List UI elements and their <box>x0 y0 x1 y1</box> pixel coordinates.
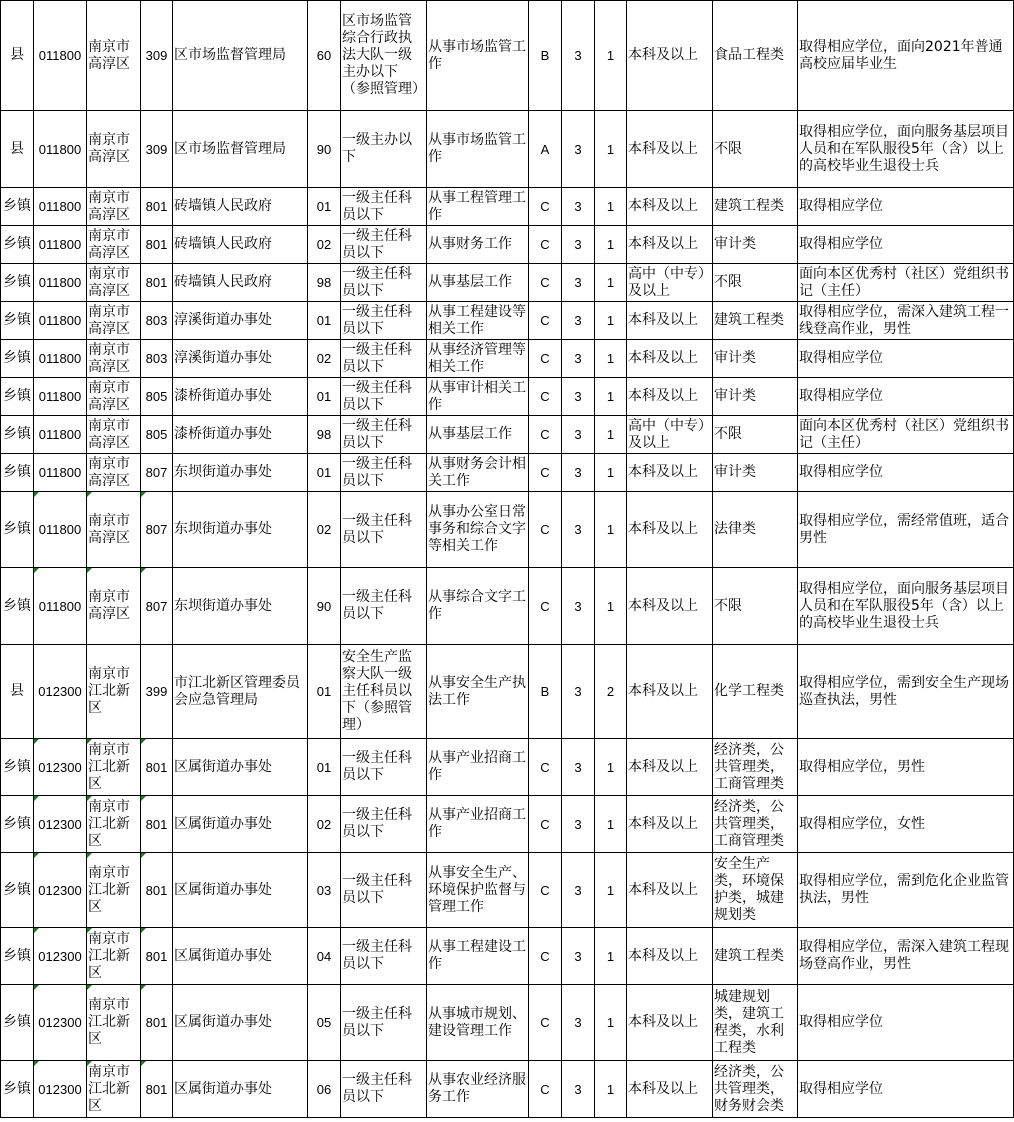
district-cell: 南京市高淳区 <box>87 378 141 416</box>
education-cell: 本科及以上 <box>627 340 713 378</box>
level-cell: 县 <box>1 1 34 111</box>
ratio-cell: 3 <box>562 985 595 1061</box>
duty-cell: 从事工程建设等相关工作 <box>427 302 529 340</box>
unit-code-cell: 805 <box>141 416 173 454</box>
level-cell: 乡镇 <box>1 796 34 853</box>
level-cell: 乡镇 <box>1 853 34 928</box>
district-cell: 南京市高淳区 <box>87 454 141 492</box>
duty-cell: 从事安全生产、环境保护监督与管理工作 <box>427 853 529 928</box>
ratio-cell: 3 <box>562 378 595 416</box>
exam-category-cell: C <box>529 264 562 302</box>
position-code-cell: 01 <box>308 302 341 340</box>
duty-cell: 从事安全生产执法工作 <box>427 645 529 739</box>
exam-category-cell: C <box>529 340 562 378</box>
ratio-cell: 3 <box>562 1 595 111</box>
duty-cell: 从事市场监管工作 <box>427 1 529 111</box>
headcount-cell: 1 <box>595 302 627 340</box>
position-code-cell: 98 <box>308 416 341 454</box>
education-cell: 本科及以上 <box>627 454 713 492</box>
remark-cell: 取得相应学位，需经常值班，适合男性 <box>798 492 1014 568</box>
level-cell: 乡镇 <box>1 985 34 1061</box>
major-cell: 城建规划类，建筑工程类，水利工程类 <box>713 985 798 1061</box>
remark-cell: 面向本区优秀村（社区）党组织书记（主任） <box>798 264 1014 302</box>
education-cell: 本科及以上 <box>627 645 713 739</box>
education-cell: 高中（中专）及以上 <box>627 416 713 454</box>
position-cell: 一级主任科员以下 <box>341 796 427 853</box>
dept-code-cell: 011800 <box>34 340 87 378</box>
position-cell: 一级主任科员以下 <box>341 264 427 302</box>
remark-cell: 取得相应学位 <box>798 454 1014 492</box>
position-cell: 一级主任科员以下 <box>341 985 427 1061</box>
level-cell: 乡镇 <box>1 928 34 985</box>
unit-code-cell: 803 <box>141 302 173 340</box>
exam-category-cell: C <box>529 188 562 226</box>
position-cell: 一级主任科员以下 <box>341 302 427 340</box>
district-cell: 南京市江北新区 <box>87 853 141 928</box>
table-row <box>1 264 1014 302</box>
exam-category-cell: C <box>529 492 562 568</box>
headcount-cell: 1 <box>595 416 627 454</box>
duty-cell: 从事工程建设工作 <box>427 928 529 985</box>
position-cell: 一级主任科员以下 <box>341 226 427 264</box>
level-cell: 乡镇 <box>1 226 34 264</box>
ratio-cell: 3 <box>562 340 595 378</box>
major-cell: 不限 <box>713 264 798 302</box>
position-code-cell: 03 <box>308 853 341 928</box>
remark-cell: 取得相应学位，需到安全生产现场巡查执法，男性 <box>798 645 1014 739</box>
ratio-cell: 3 <box>562 264 595 302</box>
district-cell: 南京市江北新区 <box>87 1061 141 1118</box>
dept-code-cell: 012300 <box>34 985 87 1061</box>
unit-code-cell: 309 <box>141 1 173 111</box>
position-cell: 一级主任科员以下 <box>341 416 427 454</box>
table-row <box>1 378 1014 416</box>
remark-cell: 取得相应学位 <box>798 226 1014 264</box>
major-cell: 审计类 <box>713 226 798 264</box>
unit-code-cell: 801 <box>141 739 173 796</box>
position-cell: 一级主任科员以下 <box>341 340 427 378</box>
remark-cell: 取得相应学位，需深入建筑工程现场登高作业，男性 <box>798 928 1014 985</box>
position-code-cell: 01 <box>308 188 341 226</box>
position-cell: 一级主任科员以下 <box>341 454 427 492</box>
unit-code-cell: 801 <box>141 1061 173 1118</box>
district-cell: 南京市高淳区 <box>87 492 141 568</box>
duty-cell: 从事基层工作 <box>427 264 529 302</box>
remark-cell: 面向本区优秀村（社区）党组织书记（主任） <box>798 416 1014 454</box>
major-cell: 经济类，公共管理类，工商管理类 <box>713 796 798 853</box>
remark-cell: 取得相应学位 <box>798 985 1014 1061</box>
dept-code-cell: 011800 <box>34 568 87 645</box>
table-row <box>1 645 1014 739</box>
ratio-cell: 3 <box>562 111 595 188</box>
duty-cell: 从事农业经济服务工作 <box>427 1061 529 1118</box>
unit-code-cell: 399 <box>141 645 173 739</box>
dept-code-cell: 011800 <box>34 454 87 492</box>
dept-code-cell: 011800 <box>34 416 87 454</box>
table-row <box>1 340 1014 378</box>
unit-cell: 区属街道办事处 <box>173 739 308 796</box>
major-cell: 建筑工程类 <box>713 188 798 226</box>
headcount-cell: 1 <box>595 985 627 1061</box>
duty-cell: 从事基层工作 <box>427 416 529 454</box>
exam-category-cell: C <box>529 454 562 492</box>
headcount-cell: 1 <box>595 492 627 568</box>
district-cell: 南京市高淳区 <box>87 568 141 645</box>
unit-cell: 区市场监督管理局 <box>173 1 308 111</box>
headcount-cell: 1 <box>595 796 627 853</box>
level-cell: 乡镇 <box>1 188 34 226</box>
level-cell: 乡镇 <box>1 264 34 302</box>
headcount-cell: 1 <box>595 1061 627 1118</box>
unit-cell: 区属街道办事处 <box>173 985 308 1061</box>
unit-cell: 东坝街道办事处 <box>173 568 308 645</box>
education-cell: 本科及以上 <box>627 568 713 645</box>
district-cell: 南京市江北新区 <box>87 645 141 739</box>
table-body <box>1 1 1014 1118</box>
district-cell: 南京市高淳区 <box>87 111 141 188</box>
major-cell: 经济类，公共管理类，财务财会类 <box>713 1061 798 1118</box>
exam-category-cell: C <box>529 226 562 264</box>
duty-cell: 从事综合文字工作 <box>427 568 529 645</box>
major-cell: 审计类 <box>713 378 798 416</box>
unit-code-cell: 801 <box>141 188 173 226</box>
exam-category-cell: C <box>529 853 562 928</box>
remark-cell: 取得相应学位 <box>798 188 1014 226</box>
level-cell: 县 <box>1 645 34 739</box>
exam-category-cell: B <box>529 1 562 111</box>
position-code-cell: 02 <box>308 492 341 568</box>
major-cell: 食品工程类 <box>713 1 798 111</box>
duty-cell: 从事审计相关工作 <box>427 378 529 416</box>
ratio-cell: 3 <box>562 796 595 853</box>
unit-cell: 砖墙镇人民政府 <box>173 264 308 302</box>
education-cell: 本科及以上 <box>627 985 713 1061</box>
education-cell: 本科及以上 <box>627 302 713 340</box>
table-row <box>1 302 1014 340</box>
position-code-cell: 01 <box>308 378 341 416</box>
exam-category-cell: A <box>529 111 562 188</box>
table-row <box>1 188 1014 226</box>
headcount-cell: 1 <box>595 226 627 264</box>
unit-cell: 淳溪街道办事处 <box>173 340 308 378</box>
table-row <box>1 416 1014 454</box>
dept-code-cell: 012300 <box>34 1061 87 1118</box>
unit-cell: 砖墙镇人民政府 <box>173 226 308 264</box>
unit-cell: 区属街道办事处 <box>173 853 308 928</box>
exam-category-cell: C <box>529 302 562 340</box>
ratio-cell: 3 <box>562 302 595 340</box>
position-code-cell: 04 <box>308 928 341 985</box>
district-cell: 南京市江北新区 <box>87 985 141 1061</box>
headcount-cell: 1 <box>595 739 627 796</box>
major-cell: 建筑工程类 <box>713 928 798 985</box>
dept-code-cell: 011800 <box>34 1 87 111</box>
major-cell: 化学工程类 <box>713 645 798 739</box>
level-cell: 县 <box>1 111 34 188</box>
position-cell: 一级主任科员以下 <box>341 492 427 568</box>
position-cell: 一级主任科员以下 <box>341 928 427 985</box>
position-cell: 区市场监管综合行政执法大队一级主办以下（参照管理） <box>341 1 427 111</box>
headcount-cell: 2 <box>595 645 627 739</box>
unit-cell: 区属街道办事处 <box>173 796 308 853</box>
dept-code-cell: 012300 <box>34 853 87 928</box>
ratio-cell: 3 <box>562 853 595 928</box>
unit-code-cell: 309 <box>141 111 173 188</box>
headcount-cell: 1 <box>595 853 627 928</box>
position-cell: 一级主任科员以下 <box>341 853 427 928</box>
duty-cell: 从事市场监管工作 <box>427 111 529 188</box>
duty-cell: 从事产业招商工作 <box>427 739 529 796</box>
major-cell: 审计类 <box>713 340 798 378</box>
dept-code-cell: 011800 <box>34 188 87 226</box>
exam-category-cell: C <box>529 568 562 645</box>
education-cell: 本科及以上 <box>627 1061 713 1118</box>
level-cell: 乡镇 <box>1 416 34 454</box>
major-cell: 不限 <box>713 416 798 454</box>
ratio-cell: 3 <box>562 739 595 796</box>
position-cell: 一级主任科员以下 <box>341 378 427 416</box>
education-cell: 本科及以上 <box>627 226 713 264</box>
position-code-cell: 06 <box>308 1061 341 1118</box>
table-row <box>1 1 1014 111</box>
district-cell: 南京市高淳区 <box>87 188 141 226</box>
remark-cell: 取得相应学位 <box>798 1061 1014 1118</box>
major-cell: 法律类 <box>713 492 798 568</box>
level-cell: 乡镇 <box>1 568 34 645</box>
table-row <box>1 985 1014 1061</box>
education-cell: 本科及以上 <box>627 492 713 568</box>
remark-cell: 取得相应学位，男性 <box>798 739 1014 796</box>
dept-code-cell: 011800 <box>34 378 87 416</box>
exam-category-cell: C <box>529 739 562 796</box>
unit-cell: 区市场监督管理局 <box>173 111 308 188</box>
table-row <box>1 111 1014 188</box>
table-row <box>1 568 1014 645</box>
position-cell: 一级主任科员以下 <box>341 1061 427 1118</box>
level-cell: 乡镇 <box>1 739 34 796</box>
unit-code-cell: 801 <box>141 928 173 985</box>
unit-code-cell: 801 <box>141 853 173 928</box>
headcount-cell: 1 <box>595 1 627 111</box>
dept-code-cell: 011800 <box>34 492 87 568</box>
exam-category-cell: C <box>529 928 562 985</box>
position-code-cell: 05 <box>308 985 341 1061</box>
headcount-cell: 1 <box>595 454 627 492</box>
remark-cell: 取得相应学位 <box>798 378 1014 416</box>
unit-code-cell: 807 <box>141 492 173 568</box>
duty-cell: 从事办公室日常事务和综合文字等相关工作 <box>427 492 529 568</box>
position-code-cell: 01 <box>308 645 341 739</box>
exam-category-cell: B <box>529 645 562 739</box>
ratio-cell: 3 <box>562 568 595 645</box>
unit-code-cell: 801 <box>141 796 173 853</box>
dept-code-cell: 011800 <box>34 226 87 264</box>
district-cell: 南京市高淳区 <box>87 226 141 264</box>
unit-code-cell: 801 <box>141 264 173 302</box>
unit-cell: 淳溪街道办事处 <box>173 302 308 340</box>
remark-cell: 取得相应学位，面向服务基层项目人员和在军队服役5年（含）以上的高校毕业生退役士兵 <box>798 111 1014 188</box>
ratio-cell: 3 <box>562 928 595 985</box>
major-cell: 不限 <box>713 568 798 645</box>
headcount-cell: 1 <box>595 928 627 985</box>
dept-code-cell: 011800 <box>34 264 87 302</box>
district-cell: 南京市高淳区 <box>87 1 141 111</box>
ratio-cell: 3 <box>562 188 595 226</box>
dept-code-cell: 012300 <box>34 739 87 796</box>
table-row <box>1 226 1014 264</box>
level-cell: 乡镇 <box>1 454 34 492</box>
unit-cell: 砖墙镇人民政府 <box>173 188 308 226</box>
duty-cell: 从事城市规划、建设管理工作 <box>427 985 529 1061</box>
district-cell: 南京市江北新区 <box>87 928 141 985</box>
duty-cell: 从事工程管理工作 <box>427 188 529 226</box>
major-cell: 审计类 <box>713 454 798 492</box>
dept-code-cell: 012300 <box>34 928 87 985</box>
position-code-cell: 02 <box>308 226 341 264</box>
remark-cell: 取得相应学位，需到危化企业监管执法，男性 <box>798 853 1014 928</box>
district-cell: 南京市江北新区 <box>87 739 141 796</box>
exam-category-cell: C <box>529 1061 562 1118</box>
education-cell: 本科及以上 <box>627 853 713 928</box>
position-cell: 一级主任科员以下 <box>341 568 427 645</box>
table-row <box>1 853 1014 928</box>
ratio-cell: 3 <box>562 226 595 264</box>
position-code-cell: 98 <box>308 264 341 302</box>
unit-code-cell: 807 <box>141 454 173 492</box>
unit-cell: 东坝街道办事处 <box>173 492 308 568</box>
position-code-cell: 01 <box>308 454 341 492</box>
headcount-cell: 1 <box>595 378 627 416</box>
position-code-cell: 90 <box>308 111 341 188</box>
education-cell: 本科及以上 <box>627 1 713 111</box>
headcount-cell: 1 <box>595 188 627 226</box>
unit-cell: 区属街道办事处 <box>173 1061 308 1118</box>
position-cell: 安全生产监察大队一级主任科员以下（参照管理） <box>341 645 427 739</box>
duty-cell: 从事财务工作 <box>427 226 529 264</box>
education-cell: 本科及以上 <box>627 739 713 796</box>
education-cell: 本科及以上 <box>627 928 713 985</box>
major-cell: 建筑工程类 <box>713 302 798 340</box>
table-row <box>1 739 1014 796</box>
unit-code-cell: 801 <box>141 226 173 264</box>
dept-code-cell: 012300 <box>34 796 87 853</box>
level-cell: 乡镇 <box>1 302 34 340</box>
remark-cell: 取得相应学位，女性 <box>798 796 1014 853</box>
table-row <box>1 492 1014 568</box>
unit-cell: 区属街道办事处 <box>173 928 308 985</box>
ratio-cell: 3 <box>562 1061 595 1118</box>
ratio-cell: 3 <box>562 416 595 454</box>
district-cell: 南京市高淳区 <box>87 340 141 378</box>
district-cell: 南京市高淳区 <box>87 264 141 302</box>
duty-cell: 从事产业招商工作 <box>427 796 529 853</box>
education-cell: 高中（中专）及以上 <box>627 264 713 302</box>
headcount-cell: 1 <box>595 264 627 302</box>
table-row <box>1 1061 1014 1118</box>
education-cell: 本科及以上 <box>627 796 713 853</box>
district-cell: 南京市江北新区 <box>87 796 141 853</box>
level-cell: 乡镇 <box>1 492 34 568</box>
headcount-cell: 1 <box>595 340 627 378</box>
position-code-cell: 90 <box>308 568 341 645</box>
table-row <box>1 928 1014 985</box>
ratio-cell: 3 <box>562 454 595 492</box>
unit-code-cell: 805 <box>141 378 173 416</box>
position-code-cell: 02 <box>308 340 341 378</box>
exam-category-cell: C <box>529 985 562 1061</box>
education-cell: 本科及以上 <box>627 378 713 416</box>
unit-cell: 市江北新区管理委员会应急管理局 <box>173 645 308 739</box>
ratio-cell: 3 <box>562 492 595 568</box>
table-row <box>1 796 1014 853</box>
remark-cell: 取得相应学位，面向服务基层项目人员和在军队服役5年（含）以上的高校毕业生退役士兵 <box>798 568 1014 645</box>
education-cell: 本科及以上 <box>627 111 713 188</box>
position-code-cell: 60 <box>308 1 341 111</box>
headcount-cell: 1 <box>595 568 627 645</box>
dept-code-cell: 011800 <box>34 111 87 188</box>
unit-code-cell: 801 <box>141 985 173 1061</box>
major-cell: 安全生产类，环境保护类，城建规划类 <box>713 853 798 928</box>
duty-cell: 从事经济管理等相关工作 <box>427 340 529 378</box>
remark-cell: 取得相应学位，面向2021年普通高校应届毕业生 <box>798 1 1014 111</box>
unit-code-cell: 807 <box>141 568 173 645</box>
major-cell: 不限 <box>713 111 798 188</box>
table-row <box>1 454 1014 492</box>
headcount-cell: 1 <box>595 111 627 188</box>
exam-category-cell: C <box>529 416 562 454</box>
education-cell: 本科及以上 <box>627 188 713 226</box>
position-cell: 一级主办以下 <box>341 111 427 188</box>
district-cell: 南京市高淳区 <box>87 302 141 340</box>
dept-code-cell: 011800 <box>34 302 87 340</box>
dept-code-cell: 012300 <box>34 645 87 739</box>
ratio-cell: 3 <box>562 645 595 739</box>
level-cell: 乡镇 <box>1 340 34 378</box>
exam-category-cell: C <box>529 378 562 416</box>
position-cell: 一级主任科员以下 <box>341 188 427 226</box>
unit-cell: 漆桥街道办事处 <box>173 416 308 454</box>
exam-category-cell: C <box>529 796 562 853</box>
major-cell: 经济类，公共管理类，工商管理类 <box>713 739 798 796</box>
position-code-cell: 01 <box>308 739 341 796</box>
remark-cell: 取得相应学位 <box>798 340 1014 378</box>
position-cell: 一级主任科员以下 <box>341 739 427 796</box>
level-cell: 乡镇 <box>1 1061 34 1118</box>
unit-cell: 漆桥街道办事处 <box>173 378 308 416</box>
level-cell: 乡镇 <box>1 378 34 416</box>
remark-cell: 取得相应学位，需深入建筑工程一线登高作业，男性 <box>798 302 1014 340</box>
position-code-cell: 02 <box>308 796 341 853</box>
unit-code-cell: 803 <box>141 340 173 378</box>
duty-cell: 从事财务会计相关工作 <box>427 454 529 492</box>
district-cell: 南京市高淳区 <box>87 416 141 454</box>
unit-cell: 东坝街道办事处 <box>173 454 308 492</box>
